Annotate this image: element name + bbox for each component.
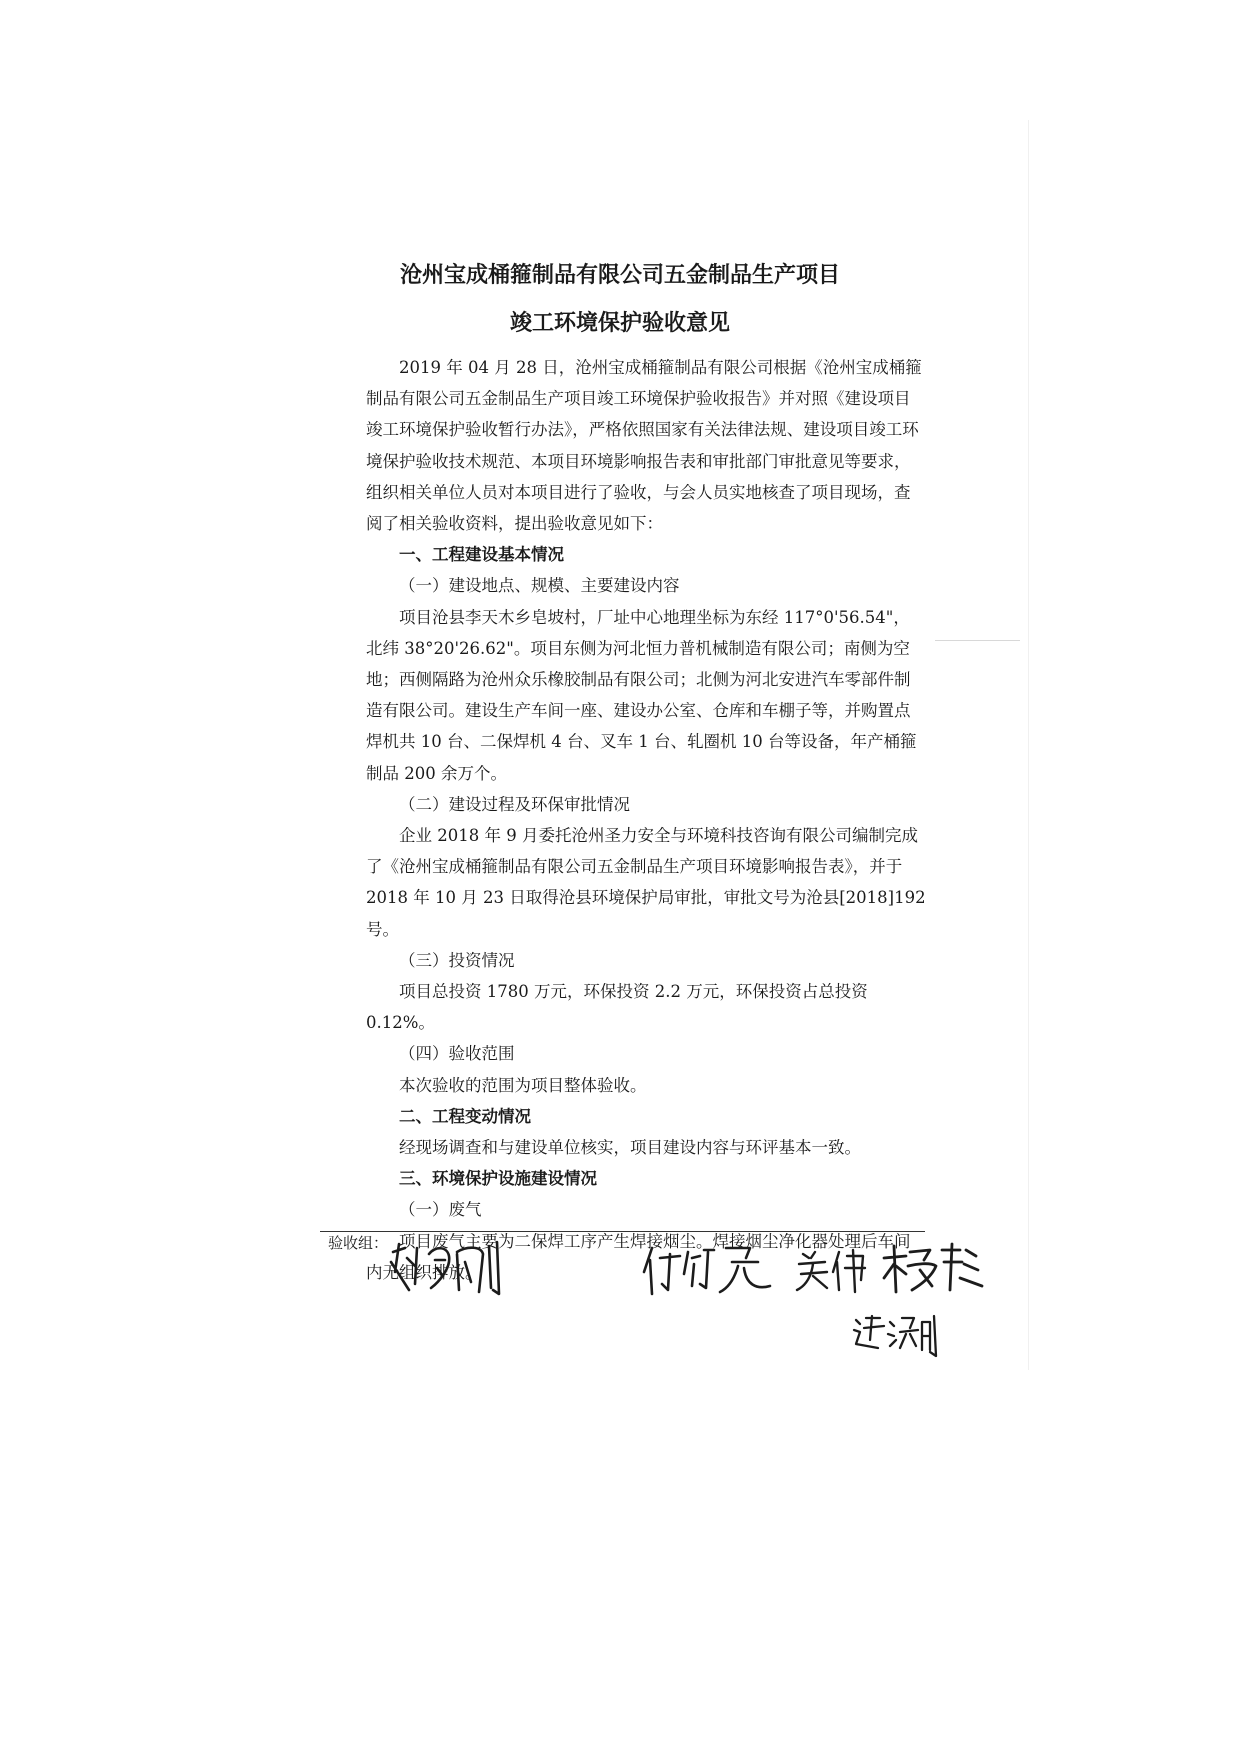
section-1-3-heading: （三）投资情况 <box>399 950 515 970</box>
intro-paragraph: 2019 年 04 月 28 日，沧州宝成桶箍制品有限公司根据《沧州宝成桶箍制品有限公司五金制品生产项目竣工环境保护验收报告》并对照《建设项目竣工环境保护验收暂行办法》，严格依照国家有关法律法规、建设项目竣工环境保护验收技术规范、本项目环境影响报告表和审批部门审批意见等要求，组织相关单位人员对本项目进行了验收，与会人员实地核查了项目现场，查阅了相关验收资料，提出验收意见如下： <box>366 358 922 534</box>
section-3-1-heading: （一）废气 <box>399 1200 482 1220</box>
signature-label: 验收组： <box>328 1234 389 1252</box>
handwritten-signature-4 <box>880 1240 985 1296</box>
section-2-heading: 二、工程变动情况 <box>399 1106 531 1126</box>
handwritten-signature-5 <box>850 1310 945 1360</box>
section-1-1-heading: （一）建设地点、规模、主要建设内容 <box>399 576 680 596</box>
section-1-2-heading: （二）建设过程及环保审批情况 <box>399 794 630 814</box>
section-3-heading: 三、环境保护设施建设情况 <box>399 1169 597 1189</box>
document-body <box>366 352 926 1288</box>
section-1-4-heading: （四）验收范围 <box>399 1044 515 1064</box>
section-3-1-text: 项目废气主要为二保焊工序产生焊接烟尘。焊接烟尘净化器处理后车间内无组织排放。 <box>366 1231 911 1282</box>
document-title-line1: 沧州宝成桶箍制品有限公司五金制品生产项目 <box>399 263 840 288</box>
section-2-text: 经现场调查和与建设单位核实，项目建设内容与环评基本一致。 <box>399 1138 861 1158</box>
section-1-4-text: 本次验收的范围为项目整体验收。 <box>399 1075 647 1095</box>
handwritten-signature-1 <box>385 1238 510 1300</box>
document-title-line2: 竣工环境保护验收意见 <box>509 311 730 336</box>
signature-rule <box>320 1231 925 1232</box>
section-1-1-text: 项目沧县李天木乡皂坡村，厂址中心地理坐标为东经 117°0'56.54"，北纬 38°20'26.62"。项目东侧为河北恒力普机械制造有限公司；南侧为空地；西侧隔路为沧州众乐橡胶制品有限公司；北侧为河北安进汽车零部件制造有限公司。建设生产车间一座、建设办公室、仓库和车棚子等，并购置点焊机共 10 台、二保焊机 4 台、叉车 1 台、轧圈机 10 台等设备，年产桶箍制品 200 余万个。 <box>366 607 917 783</box>
handwritten-signature-2 <box>640 1240 780 1300</box>
scan-artifact-edge <box>1028 120 1029 1370</box>
section-1-heading: 一、工程建设基本情况 <box>399 545 564 565</box>
handwritten-signature-3 <box>795 1246 875 1294</box>
scan-artifact-line <box>935 640 1020 641</box>
section-1-3-text: 项目总投资 1780 万元，环保投资 2.2 万元，环保投资占总投资 0.12%。 <box>366 982 868 1033</box>
section-1-2-text: 企业 2018 年 9 月委托沧州圣力安全与环境科技咨询有限公司编制完成了《沧州宝成桶箍制品有限公司五金制品生产项目环境影响报告表》，并于 2018 年 10 月 23 日取得沧县环境保护局审批，审批文号为沧县[2018]192 号。 <box>366 826 926 939</box>
